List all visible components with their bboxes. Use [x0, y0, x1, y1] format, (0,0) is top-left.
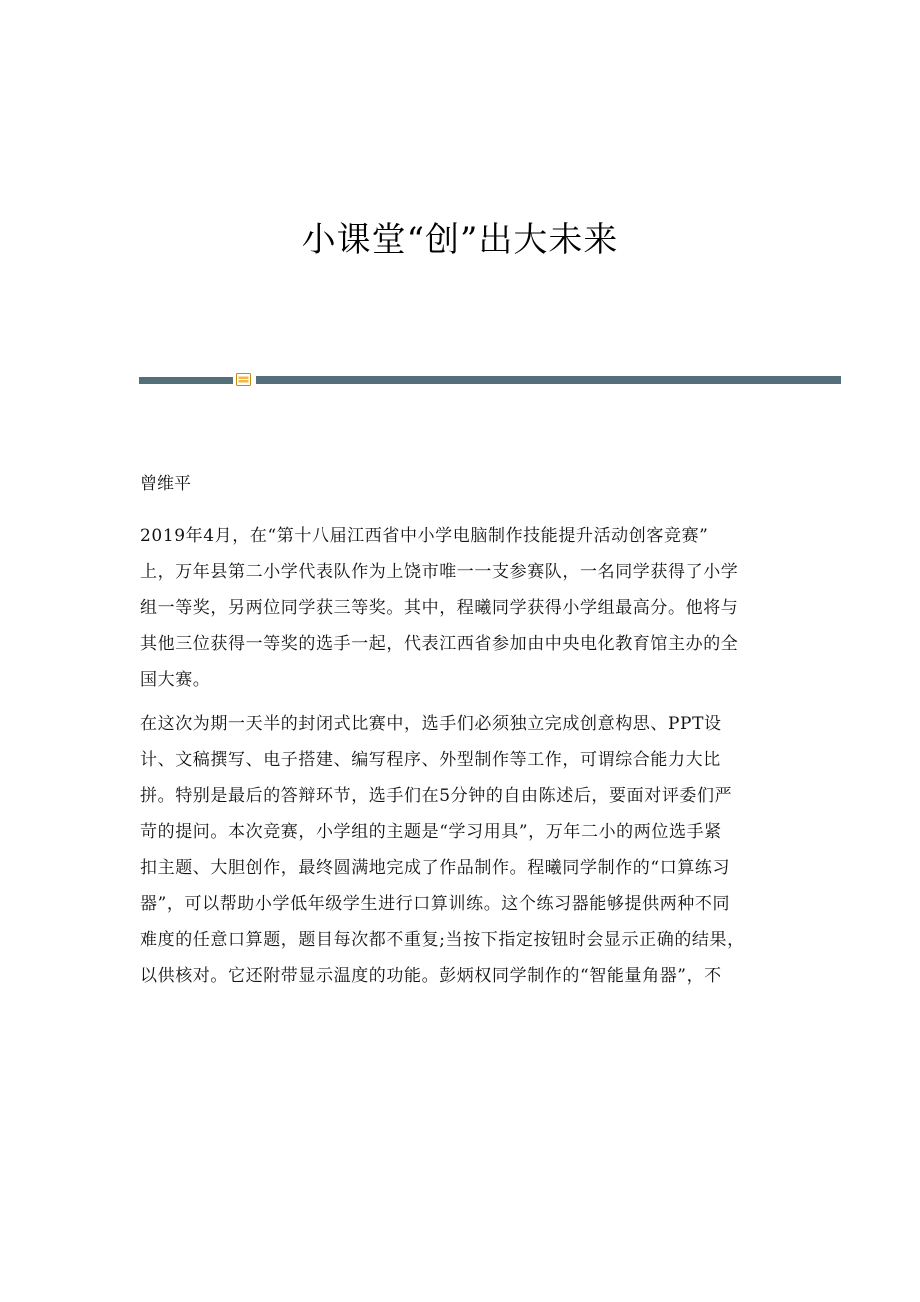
paragraph-line: 在这次为期一天半的封闭式比赛中，选手们必须独立完成创意构思、PPT设: [140, 714, 722, 734]
paragraph-line: 扣主题、大胆创作，最终圆满地完成了作品制作。程曦同学制作的“口算练习: [140, 858, 731, 878]
paragraph-line: 组一等奖，另两位同学获三等奖。其中，程曦同学获得小学组最高分。他将与: [140, 598, 739, 618]
author-name: 曾维平: [140, 474, 191, 494]
paragraph-line: 苛的提问。本次竞赛，小学组的主题是“学习用具”，万年二小的两位选手紧: [140, 822, 722, 842]
paragraph-line: 2019年4月，在“第十八届江西省中小学电脑制作技能提升活动创客竞赛”: [140, 526, 709, 546]
paragraph-line: 器”，可以帮助小学低年级学生进行口算训练。这个练习器能够提供两种不同: [140, 894, 731, 914]
paragraph-line: 拼。特别是最后的答辩环节，选手们在5分钟的自由陈述后，要面对评委们严: [140, 786, 733, 806]
paragraph-line: 以供核对。它还附带显示温度的功能。彭炳权同学制作的“智能量角器”，不: [140, 966, 722, 986]
paragraph-1: [140, 518, 772, 698]
paragraph-line: 上，万年县第二小学代表队作为上饶市唯一一支参赛队，一名同学获得了小学: [140, 562, 739, 582]
divider-bar-right: [256, 376, 841, 384]
document-title: 小课堂“创”出大未来: [301, 220, 619, 260]
paragraph-line: 计、文稿撰写、电子搭建、编写程序、外型制作等工作，可谓综合能力大比: [140, 750, 721, 770]
title-divider: [139, 372, 841, 388]
divider-emblem-icon: [236, 373, 251, 386]
article-body: [140, 518, 772, 998]
paragraph-line: 难度的任意口算题，题目每次都不重复;当按下指定按钮时会显示正确的结果，: [140, 930, 745, 950]
paragraph-2: [140, 706, 772, 994]
paragraph-line: 国大赛。: [140, 670, 211, 690]
paragraph-line: 其他三位获得一等奖的选手一起，代表江西省参加由中央电化教育馆主办的全: [140, 634, 739, 654]
divider-bar-left: [139, 377, 233, 384]
